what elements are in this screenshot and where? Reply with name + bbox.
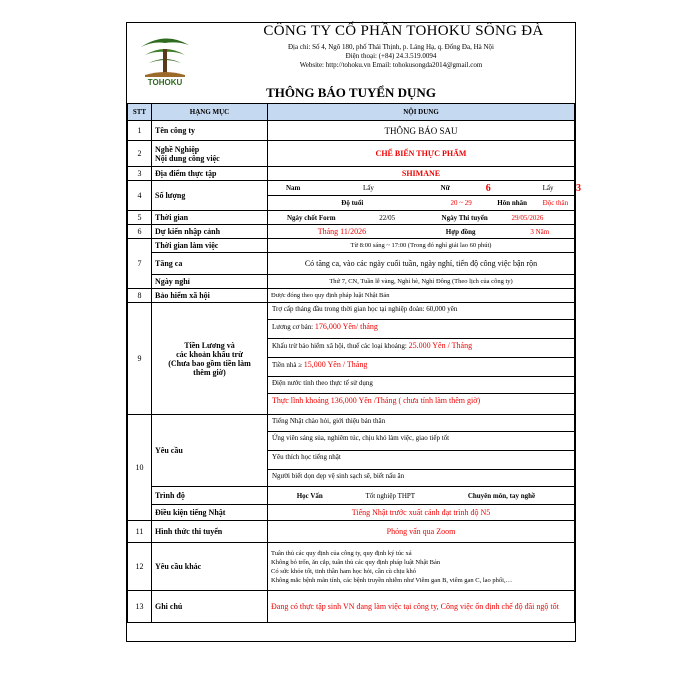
table-row: 3 Địa điểm thực tập SHIMANE <box>128 167 575 181</box>
table-row: 4 Số lượng Nam Lấy Nữ 6 Lấy 3 Độ tuổi 20 ~ 29 Hôn nhân Độc thân <box>128 181 575 211</box>
table-row: 13 Ghi chú Đang có thực tập sinh VN đang làm việc tại công ty, Công việc ổn định chế độ đãi ngộ tốt <box>128 591 575 623</box>
table-row: 8 Bảo hiểm xã hội Được đóng theo quy định pháp luật Nhật Bản <box>128 289 575 303</box>
company-website: Website: http://tohoku.vn Email: tohokusongda2014@gmail.com <box>299 61 483 69</box>
table-row: Trình độ Học Vấn Tốt nghiệp THPT Chuyên môn, tay nghề <box>128 487 575 505</box>
header-stt: STT <box>128 104 152 121</box>
table-row: 2 Nghề Nghiệp Nội dung công việc CHẾ BIẾN THỰC PHẨM <box>128 141 575 167</box>
header-content: NỘI DUNG <box>268 104 575 121</box>
table-row: 10 Yêu cầu Tiếng Nhật chào hỏi, giới thiệu bản thân Ứng viên sáng sủa, nghiêm túc, chịu khó làm việc, giao tiếp tốt Yêu thích học tiếng nhật Người biết dọn dẹp vệ sinh sạch sẽ, biết nấu ăn <box>128 415 575 487</box>
header-item: HẠNG MỤC <box>152 104 268 121</box>
table-row: Ngày nghỉ Thứ 7, CN, Tuần lễ vàng, Nghỉ hè, Nghỉ Đông (Theo lịch của công ty) <box>128 275 575 289</box>
recruitment-table <box>127 103 581 623</box>
recruitment-sheet <box>126 22 581 642</box>
table-row: 6 Dự kiến nhập cảnh Tháng 11/2026 Hợp đồng 3 Năm <box>128 225 575 239</box>
table-row: Điều kiện tiếng Nhật Tiếng Nhật trước xuất cảnh đạt trình độ N5 <box>128 505 575 521</box>
company-name: CÔNG TY CỔ PHẦN TOHOKU SÔNG ĐÀ <box>263 23 544 39</box>
company-address: Địa chỉ: Số 4, Ngõ 180, phố Thái Thịnh, p. Láng Hạ, q. Đống Đa, Hà Nội <box>287 43 495 51</box>
table-row: 1 Tên công ty THÔNG BÁO SAU <box>128 121 575 141</box>
table-row: 12 Yêu cầu khác Tuân thủ các quy định của công ty, quy định ký túc xá Không bỏ trốn, ăn cắp, tuân thủ các quy định pháp luật Nhật Bản Có sức khỏe tốt, tinh thần ham học hỏi, cần cù chịu khó Không mắc bệnh mãn tính, các bệnh truyền nhiễm như Viêm gan B, viêm gan C, lao phổi,… <box>128 543 575 591</box>
table-row: 7 Thời gian làm việc Từ 8:00 sáng ~ 17:00 (Trong đó nghỉ giải lao 60 phút) <box>128 239 575 253</box>
company-phone: Điện thoại: (+84) 24.3.519.0094 <box>345 52 437 60</box>
table-row: 5 Thời gian Ngày chốt Form 22/05 Ngày Thi tuyển 29/05/2026 <box>128 211 575 225</box>
table-row: Tăng ca Có tăng ca, vào các ngày cuối tuần, ngày nghỉ, tiến độ công việc bận rộn <box>128 253 575 275</box>
table-row: 11 Hình thức thi tuyển Phỏng vấn qua Zoom <box>128 521 575 543</box>
page-title: THÔNG BÁO TUYỂN DỤNG <box>266 85 436 100</box>
table-row: 9 Tiền Lương và các khoản khấu trừ (Chưa bao gồm tiền làm thêm giờ) Trợ cấp tháng đầu trong thời gian học tại nghiệp đoàn: 60,000 yên Lương cơ bản: 176,000 Yên/ tháng Khấu trừ bảo hiểm xã hội, thuế các loại khoảng: 25.000 Yên / Tháng Tiền nhà ≥ 15,000 Yên / Tháng Điện nước tính theo thực tế sử dụng Thực lĩnh khoảng 136,000 Yên /Tháng ( chưa tính làm thêm giờ) <box>128 303 575 415</box>
svg-text:TOHOKU: TOHOKU <box>147 78 183 87</box>
